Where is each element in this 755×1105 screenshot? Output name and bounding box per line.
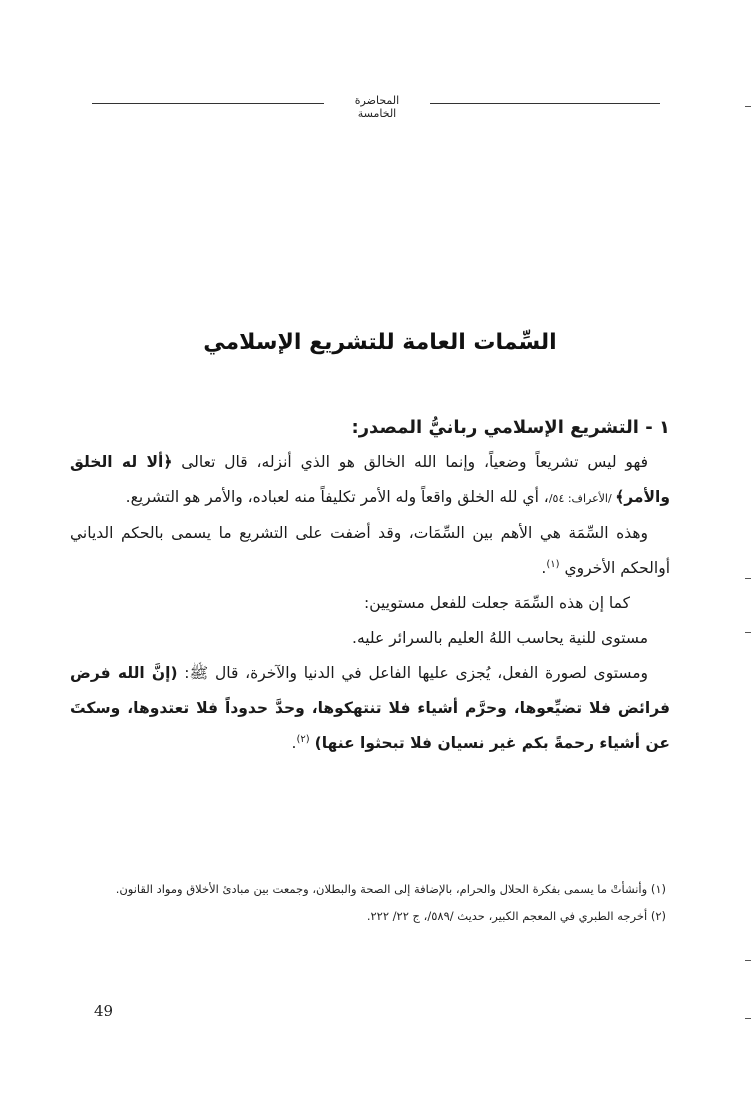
margin-tick bbox=[745, 578, 751, 579]
paragraph-4: مستوى للنية يحاسب اللهُ العليم بالسرائر عليه. bbox=[352, 629, 648, 647]
footnote-1: (١) وأنشأتْ ما يسمى بفكرة الحلال والحرام، بالإضافة إلى الصحة والبطلان، وجمعت بين مبادئ الأخلاق ومواد القانون. bbox=[115, 882, 666, 896]
running-title: المحاضرة الخامسة bbox=[354, 94, 400, 120]
body-text bbox=[70, 410, 670, 761]
footnote-2: (٢) أخرجه الطبري في المعجم الكبير، حديث /٥٨٩/، ج ٢٢/ ٢٢٢. bbox=[366, 909, 666, 923]
p1-text-b: ، أي لله الخلق واقعاً وله الأمر تكليفاً منه لعباده، والأمر هو التشريع. bbox=[125, 488, 549, 506]
p2-end: . bbox=[541, 559, 547, 577]
page-number: 49 bbox=[94, 1002, 114, 1020]
paragraph-2 bbox=[70, 516, 670, 586]
margin-tick bbox=[745, 960, 751, 961]
quran-verse: ﴿ألا له الخلق والأمر﴾ bbox=[70, 453, 670, 506]
p5-text: ومستوى لصورة الفعل، يُجزى عليها الفاعل في الدنيا والآخرة، قال ﷺ: bbox=[177, 664, 648, 682]
verse-reference: /الأعراف: ٥٤/ bbox=[548, 492, 616, 505]
section-heading: ١ - التشريع الإسلامي ربانيُّ المصدر: bbox=[351, 417, 670, 438]
footnotes bbox=[80, 876, 666, 930]
paragraph-1 bbox=[70, 445, 670, 516]
footnote-marker-2: (٢) bbox=[296, 733, 310, 745]
header-rule-right bbox=[430, 103, 660, 104]
paragraph-3: كما إن هذه السِّمَة جعلت للفعل مستويين: bbox=[363, 594, 630, 612]
p2-text: وهذه السِّمَة هي الأهم بين السِّمَات، وقد أضفت على التشريع ما يسمى بالحكم الدياني أوالحكم الأخروي bbox=[70, 524, 670, 577]
margin-tick bbox=[745, 106, 751, 107]
p5-end: . bbox=[291, 734, 297, 752]
main-title: السِّمات العامة للتشريع الإسلامي bbox=[203, 330, 557, 355]
paragraph-5 bbox=[70, 656, 670, 761]
margin-tick bbox=[745, 632, 751, 633]
header-rule-left bbox=[92, 103, 324, 104]
running-header bbox=[92, 92, 660, 120]
p1-text-a: فهو ليس تشريعاً وضعياً، وإنما الله الخالق هو الذي أنزله، قال تعالى bbox=[172, 453, 648, 471]
margin-tick bbox=[745, 1018, 751, 1019]
hadith-quote: (إنَّ الله فرض فرائض فلا تضيِّعوها، وحرَّم أشياء فلا تنتهكوها، وحدَّ حدوداً فلا تعتدوها، وسكتَ عن أشياء رحمةً بكم غير نسيان فلا تبحثوا عنها) bbox=[70, 664, 670, 752]
footnote-marker-1: (١) bbox=[546, 558, 560, 570]
